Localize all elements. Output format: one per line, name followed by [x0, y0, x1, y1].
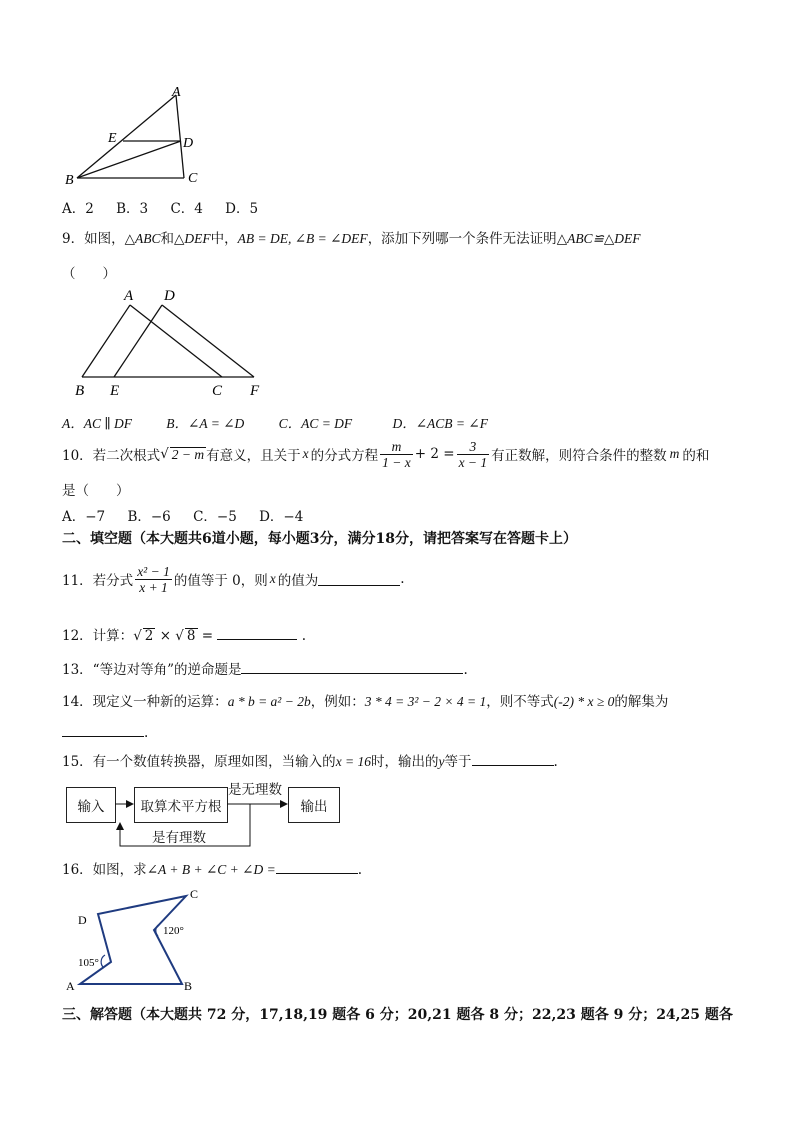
q11-end: . [400, 571, 405, 587]
q8-option-d: D．5 [225, 201, 259, 217]
q9-triangle-abc: △ABC [124, 231, 161, 246]
q14-text-2: ，例如： [310, 694, 365, 710]
q12-radicand-2: 8 [186, 628, 196, 644]
section-3-heading: 三、解答题（本大题共 72 分，17,18,19 题各 6 分；20,21 题各 8 分；22,23 题各 9 分；24,25 题各 [62, 1007, 733, 1023]
angle-label-105: 105° [78, 957, 99, 969]
q11-text-3: 的值为 [277, 573, 319, 589]
q16-end: . [357, 862, 362, 878]
q15-text-3: 等于 [444, 754, 472, 770]
q10-fraction-2 [457, 439, 490, 470]
flow-label-irrational: 是无理数 [228, 782, 282, 798]
segment-bd [77, 141, 181, 178]
q9-options [62, 412, 488, 432]
q8-options [62, 197, 258, 217]
q11-answer-blank[interactable] [318, 573, 400, 586]
q12-end: . [301, 628, 306, 644]
q9-text-2: ，添加下列哪一个条件无法证明 [367, 231, 557, 247]
angle-label-120: 120° [163, 925, 184, 937]
q14-inequality: (-2) * x ≥ 0 [553, 694, 615, 709]
q10-text-4: 有正数解，则符合条件的整数 [491, 448, 667, 464]
q14-stem [62, 690, 668, 710]
q11-text-2: 的值等于 0，则 [173, 573, 268, 589]
section-2-heading: 二、填空题（本大题共6道小题，每小题3分，满分18分，请把答案写在答题卡上） [62, 531, 577, 547]
q16-expression: ∠A + B + ∠C + ∠D = [146, 862, 276, 877]
q13-text: 13．“等边对等角”的逆命题是 [62, 662, 242, 678]
q14-answer-blank[interactable] [62, 724, 144, 737]
label-a: A [172, 85, 181, 100]
q9-answer-paren: （ ） [62, 266, 116, 282]
segment-ba [77, 95, 176, 178]
q10-line2: 是（ ） [62, 483, 130, 499]
q14-text-1: 14．现定义一种新的运算： [62, 694, 228, 710]
numerator: m [380, 439, 413, 455]
q9-option-a: A．AC ∥ DF [62, 416, 132, 431]
flow-process-box: 取算术平方根 [134, 787, 228, 823]
q16-text: 16．如图，求 [62, 862, 147, 878]
q10-options [62, 505, 303, 525]
flow-arrows [60, 770, 360, 850]
q10-text-5: 的和 [682, 448, 710, 464]
q12-answer-blank[interactable] [217, 627, 297, 640]
q14-example: 3 * 4 = 3² − 2 × 4 = 1 [364, 694, 487, 709]
figure-outline [80, 896, 186, 984]
label-d: D [78, 913, 87, 927]
q10-text-1: 10．若二次根式 [62, 448, 161, 464]
q15-var-y: y [438, 754, 445, 769]
q15-text-1: 15．有一个数值转换器，原理如图，当输入的 [62, 754, 336, 770]
q15-end: . [553, 754, 558, 770]
q15-answer-blank[interactable] [472, 753, 554, 766]
q10-plus-two: + 2 = [414, 446, 455, 462]
q10-option-c: C．−5 [193, 509, 237, 525]
q14-definition: a * b = a² − 2b [227, 694, 311, 709]
q13-end: . [463, 662, 468, 678]
segment-ba [82, 305, 130, 377]
q8-option-a: A．2 [62, 201, 94, 217]
numerator: x² − 1 [137, 563, 170, 579]
q10-stem [62, 434, 709, 474]
q10-text-2: 有意义，且关于 [206, 448, 301, 464]
segment-ed [114, 305, 162, 377]
radical-sign: √ [175, 628, 184, 644]
q15-stem [62, 750, 558, 770]
q11-fraction [135, 564, 172, 595]
label-d: D [164, 288, 175, 304]
q9-option-d: D．∠ACB = ∠F [392, 416, 488, 431]
quadrilateral-figure-q16 [60, 880, 220, 995]
radical-sign: √ [160, 446, 169, 462]
label-a: A [124, 288, 134, 304]
flow-input-box: 输入 [66, 787, 116, 823]
label-c: C [188, 171, 198, 186]
label-a: A [66, 979, 75, 993]
q15-condition: x = 16 [335, 754, 372, 769]
q12-text: 12．计算： [62, 628, 134, 644]
q10-var-x: x [302, 446, 309, 461]
numerator: 3 [457, 439, 490, 455]
q11-text-1: 11．若分式 [62, 573, 134, 589]
triangle-figure-q8 [60, 85, 210, 190]
label-f: F [250, 383, 260, 399]
denominator: 1 − x [382, 454, 411, 470]
label-d: D [183, 136, 194, 151]
q13-answer-blank[interactable] [241, 661, 463, 674]
q9-stem [62, 227, 641, 247]
denominator: x + 1 [139, 579, 168, 595]
q12-radicand-1: 2 [144, 628, 154, 644]
q9-number: 9．如图， [62, 231, 125, 247]
q10-option-a: A．−7 [62, 509, 106, 525]
label-c: C [212, 383, 223, 399]
q8-option-c: C．4 [170, 201, 203, 217]
q9-text: 中， [210, 231, 238, 247]
q9-triangle-def: △DEF [173, 231, 211, 246]
q9-and: 和 [160, 231, 174, 247]
q12-times: × [159, 628, 171, 644]
flow-label-rational: 是有理数 [152, 830, 206, 846]
q8-option-b: B．3 [116, 201, 149, 217]
label-e: E [110, 383, 120, 399]
q10-option-b: B．−6 [127, 509, 171, 525]
q10-option-d: D．−4 [259, 509, 304, 525]
q10-var-m: m [669, 446, 680, 461]
label-b: B [184, 979, 193, 993]
q13-stem [62, 658, 468, 678]
q9-congruence: △ABC≌△DEF [556, 231, 641, 246]
label-e: E [108, 131, 117, 146]
denominator: x − 1 [458, 454, 488, 470]
label-b: B [75, 383, 85, 399]
q9-option-b: B．∠A = ∠D [166, 416, 245, 431]
q12-equals: = [201, 628, 214, 644]
q16-stem [62, 858, 362, 878]
q15-text-2: 时，输出的 [371, 754, 439, 770]
q9-option-c: C．AC = DF [278, 416, 353, 431]
q10-text-3: 的分式方程 [310, 448, 379, 464]
q11-stem [62, 558, 405, 600]
q16-answer-blank[interactable] [276, 861, 358, 874]
q14-text-4: 的解集为 [614, 694, 669, 710]
triangles-figure-q9 [70, 285, 270, 400]
flow-output-box: 输出 [288, 787, 340, 823]
label-b: B [65, 173, 74, 188]
q11-var-x: x [269, 571, 276, 586]
q10-radicand: 2 − m [171, 446, 205, 462]
q9-given: AB = DE, ∠B = ∠DEF [237, 231, 368, 246]
q14-line2 [62, 724, 148, 741]
q14-text-3: ，则不等式 [486, 694, 554, 710]
q12-stem [62, 624, 306, 644]
q10-fraction-1 [380, 439, 413, 470]
q14-end: . [144, 725, 149, 741]
label-c: C [190, 887, 199, 901]
radical-sign: √ [133, 628, 142, 644]
